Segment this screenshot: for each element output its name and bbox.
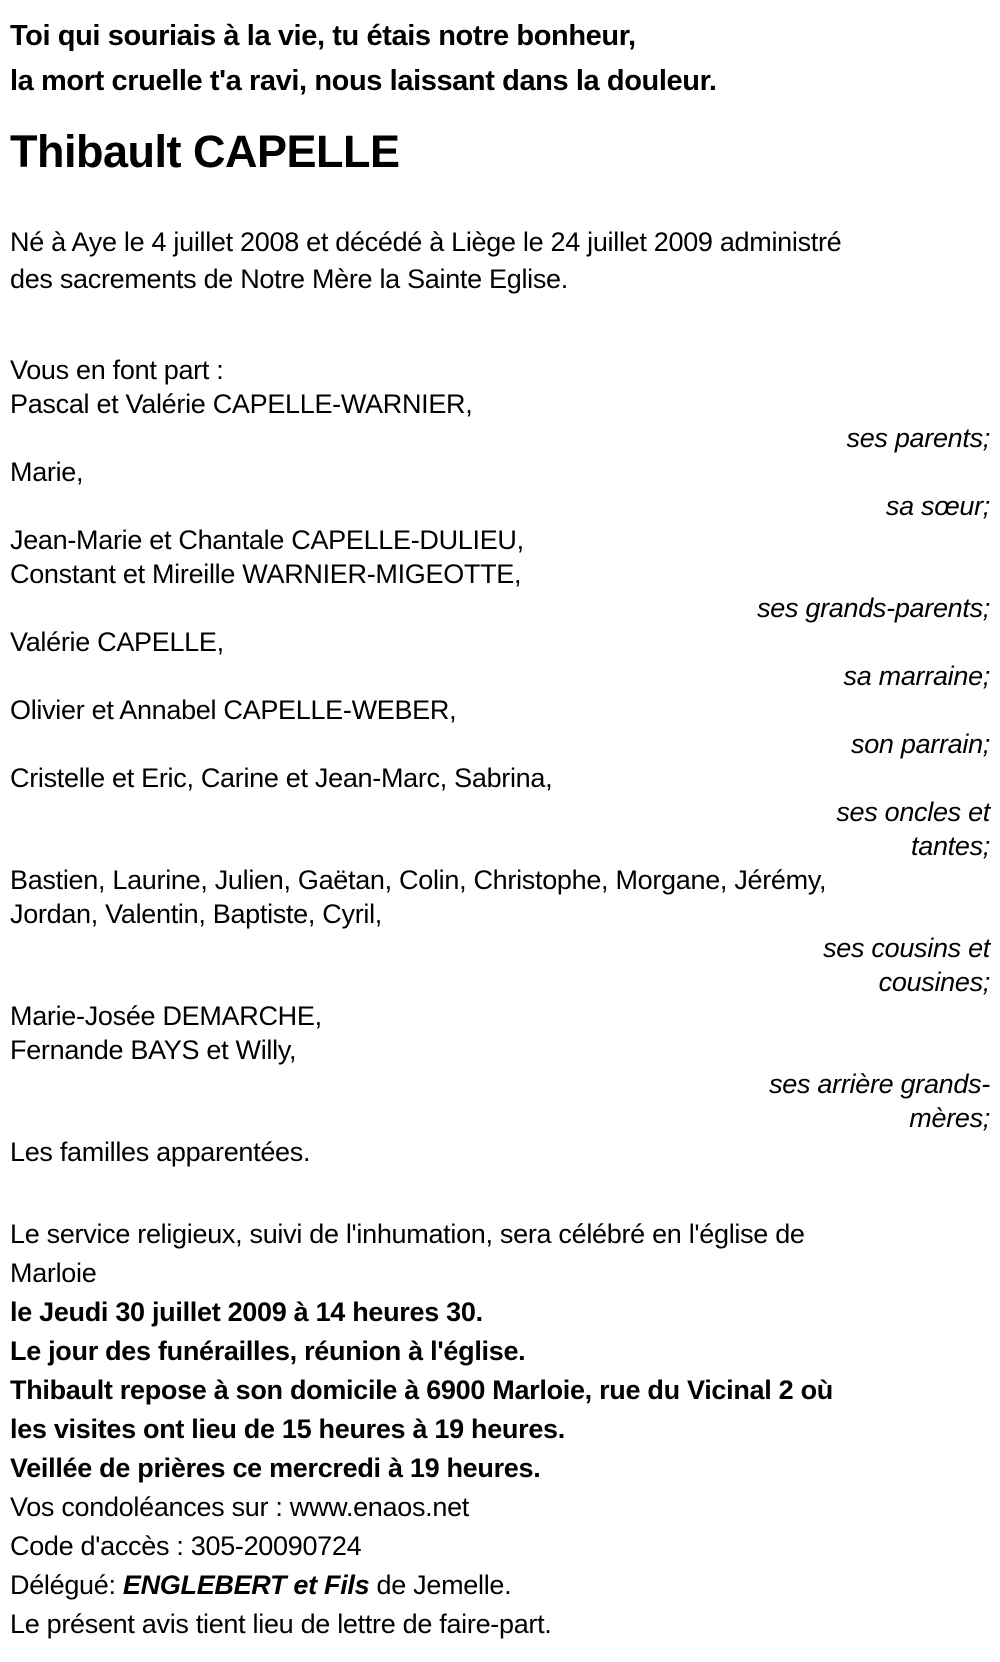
funeral-home-name: ENGLEBERT et Fils xyxy=(122,1570,370,1600)
family-role: ses arrière grands- xyxy=(769,1069,990,1099)
family-role: sa sœur; xyxy=(885,491,990,521)
announcement-heading: Vous en font part : xyxy=(10,355,224,385)
family-names: Marie, xyxy=(10,457,84,487)
service-date-line: le Jeudi 30 juillet 2009 à 14 heures 30. xyxy=(10,1297,483,1327)
family-names: Fernande BAYS et Willy, xyxy=(10,1035,297,1065)
family-role: son parrain; xyxy=(851,729,990,759)
family-entry-great-grandmothers xyxy=(10,999,990,1135)
family-names: Jordan, Valentin, Baptiste, Cyril, xyxy=(10,899,382,929)
family-entry-sister xyxy=(10,455,990,523)
family-names: Jean-Marie et Chantale CAPELLE-DULIEU, xyxy=(10,525,524,555)
repose-address-line: Thibault repose à son domicile à 6900 Marloie, rue du Vicinal 2 où xyxy=(10,1375,833,1405)
access-code-line: Code d'accès : 305-20090724 xyxy=(10,1531,362,1561)
family-names: Cristelle et Eric, Carine et Jean-Marc, Sabrina, xyxy=(10,763,553,793)
family-entry-godmother xyxy=(10,625,990,693)
family-names: Bastien, Laurine, Julien, Gaëtan, Colin, Christophe, Morgane, Jérémy, xyxy=(10,865,827,895)
delegate-suffix: de Jemelle. xyxy=(369,1570,512,1600)
family-names: Pascal et Valérie CAPELLE-WARNIER, xyxy=(10,389,473,419)
family-role: mères; xyxy=(909,1103,990,1133)
family-entry-godfather xyxy=(10,693,990,761)
family-names: Marie-Josée DEMARCHE, xyxy=(10,1001,322,1031)
family-role: ses grands-parents; xyxy=(757,593,990,623)
service-line: Le service religieux, suivi de l'inhumation, sera célébré en l'église de xyxy=(10,1219,805,1249)
service-meeting-line: Le jour des funérailles, réunion à l'église. xyxy=(10,1336,526,1366)
family-names: Olivier et Annabel CAPELLE-WEBER, xyxy=(10,695,457,725)
birth-death-line-1: Né à Aye le 4 juillet 2008 et décédé à Liège le 24 juillet 2009 administré xyxy=(10,227,842,257)
epitaph-line-1: Toi qui souriais à la vie, tu étais notre bonheur, xyxy=(10,20,636,52)
visits-hours-line: les visites ont lieu de 15 heures à 19 heures. xyxy=(10,1414,565,1444)
deceased-name: Thibault CAPELLE xyxy=(10,126,400,177)
service-line: Marloie xyxy=(10,1258,97,1288)
closing-line: Le présent avis tient lieu de lettre de faire-part. xyxy=(10,1609,552,1639)
family-role: ses cousins et xyxy=(823,933,990,963)
family-names: Valérie CAPELLE, xyxy=(10,627,224,657)
family-entry-uncles-aunts xyxy=(10,761,990,863)
family-entry-parents xyxy=(10,387,990,455)
family-role: tantes; xyxy=(911,831,990,861)
epitaph-line-2: la mort cruelle t'a ravi, nous laissant dans la douleur. xyxy=(10,65,717,97)
family-entry-grandparents xyxy=(10,523,990,625)
delegate-prefix: Délégué: xyxy=(10,1570,123,1600)
birth-death-paragraph xyxy=(10,224,990,298)
vigil-line: Veillée de prières ce mercredi à 19 heures. xyxy=(10,1453,541,1483)
family-list xyxy=(10,387,990,1169)
family-names: Constant et Mireille WARNIER-MIGEOTTE, xyxy=(10,559,522,589)
footer-info xyxy=(10,1488,990,1644)
birth-death-line-2: des sacrements de Notre Mère la Sainte Eglise. xyxy=(10,264,568,294)
condolences-line: Vos condoléances sur : www.enaos.net xyxy=(10,1492,469,1522)
family-names: Les familles apparentées. xyxy=(10,1137,311,1167)
family-role: ses oncles et xyxy=(836,797,990,827)
family-entry-cousins xyxy=(10,863,990,999)
family-role: ses parents; xyxy=(846,423,990,453)
delegate-line xyxy=(10,1566,990,1605)
service-details xyxy=(10,1215,990,1488)
family-role: sa marraine; xyxy=(843,661,990,691)
family-role: cousines; xyxy=(878,967,990,997)
family-entry-related-families xyxy=(10,1135,990,1169)
epitaph xyxy=(10,14,990,104)
